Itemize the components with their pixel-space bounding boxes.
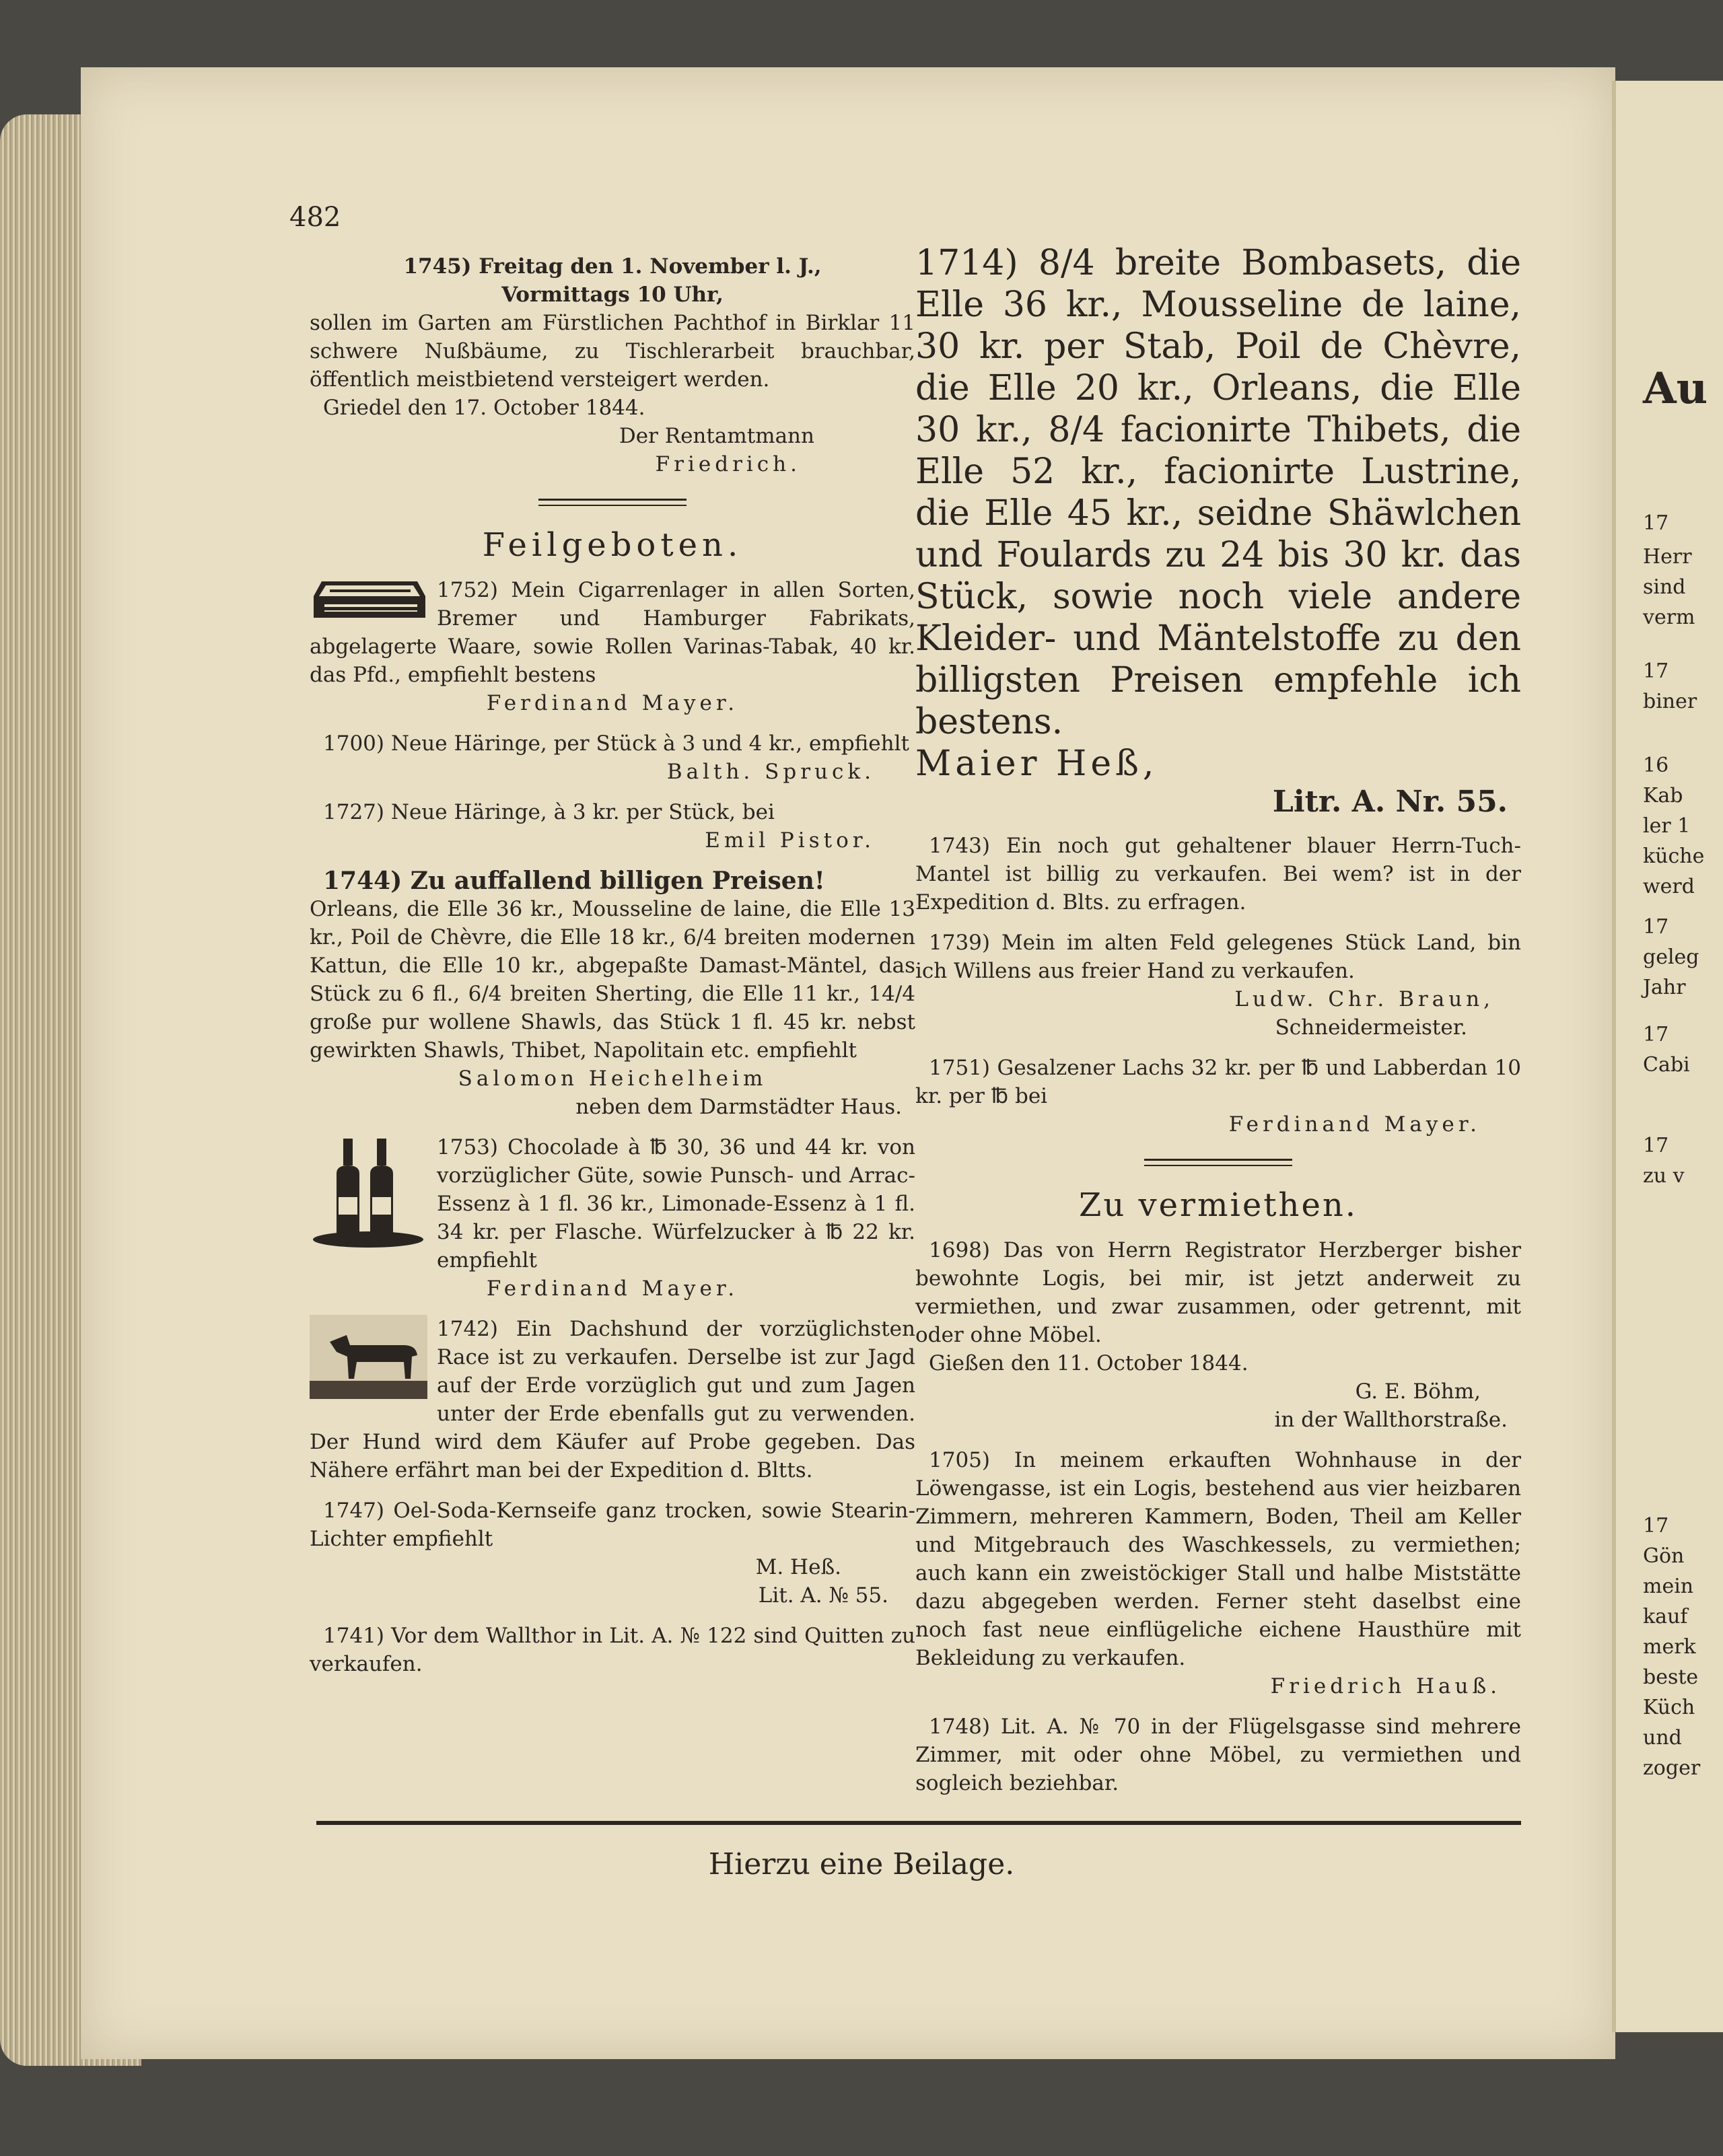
spacer xyxy=(915,1042,1521,1054)
next-page-text: Gön xyxy=(1643,1544,1685,1568)
next-page-text: werd xyxy=(1643,875,1695,898)
left-column xyxy=(310,252,915,1678)
spacer xyxy=(310,786,915,798)
next-page-text: ler 1 xyxy=(1643,814,1691,838)
next-page-heading: Au xyxy=(1643,363,1708,414)
ad-1727-sig: Emil Pistor. xyxy=(705,828,875,853)
spacer xyxy=(310,1484,915,1497)
next-page-text: und xyxy=(1643,1726,1682,1750)
next-page-text: zu v xyxy=(1643,1164,1685,1188)
ad-1753-text: 1753) Chocolade à ℔ 30, 36 und 44 kr. von vorzüglicher Güte, sowie Punsch- und Arrac-Essenz à 1 fl. 36 kr., Limonade-Essenz à 1 fl. 34 kr. per Flasche. Würfelzucker à ℔ 22 kr. empfiehlt xyxy=(437,1135,915,1272)
ad-1752-sig: Ferdinand Mayer. xyxy=(486,691,739,715)
next-page-text: merk xyxy=(1643,1635,1696,1659)
ad-1727-text: 1727) Neue Häringe, à 3 kr. per Stück, bei xyxy=(323,800,775,824)
ad-1698-sig2: in der Wallthorstraße. xyxy=(1274,1408,1508,1432)
ad-1745-date: Griedel den 17. October 1844. xyxy=(323,396,645,420)
next-page-text: Jahr xyxy=(1643,976,1686,999)
ad-1705-text: 1705) In meinem erkauften Wohnhause in der Löwengasse, ist ein Logis, bestehend aus vier heizbaren Zimmern, mehreren Kammern, Boden, Theil am Keller und Mitgebrauch des Waschkessels, zu vermiethen; auch kann ein zweistöckiger Stall und halbe Miststätte dazu abgegeben werden. Ferner steht daselbst eine noch fast neue einflügeliche eichene Hausthüre mit Bekleidung zu verkaufen. xyxy=(915,1448,1521,1670)
ad-1714-sig1: Maier Heß, xyxy=(915,744,1158,784)
cigar-box-icon xyxy=(310,576,427,624)
ad-1714-text: 1714) 8/4 breite Bombasets, die Elle 36 kr., Mousseline de laine, 30 kr. per Stab, Poil de Chèvre, die Elle 20 kr., Orleans, die Elle 30 kr., 8/4 facionirte Thibets, die Elle 52 kr., facionirte Lustrine, die Elle 45 kr., seidne Shäwlchen und Foulards zu 24 bis 30 kr. das Stück, sowie noch viele andere Kleider- und Mäntelstoffe zu den billigsten Preisen empfehle ich bestens. xyxy=(915,243,1521,742)
ad-1745 xyxy=(310,252,915,478)
ad-1698 xyxy=(915,1236,1521,1434)
next-page-text: beste xyxy=(1643,1665,1699,1689)
spacer xyxy=(310,1610,915,1622)
next-page-text: sind xyxy=(1643,575,1686,599)
heading-zu-vermiethen: Zu vermiethen. xyxy=(1078,1186,1358,1224)
spacer xyxy=(915,1700,1521,1713)
ad-1739 xyxy=(915,929,1521,1042)
ad-1748 xyxy=(915,1713,1521,1797)
spacer xyxy=(310,1303,915,1315)
right-column xyxy=(915,242,1521,1797)
next-page-text: 16 xyxy=(1643,754,1669,777)
section-divider xyxy=(538,499,687,506)
ad-1751-sig: Ferdinand Mayer. xyxy=(1228,1112,1481,1137)
next-page-text: Herr xyxy=(1643,545,1692,569)
spacer xyxy=(310,717,915,729)
next-page-text: 17 xyxy=(1643,1134,1669,1157)
ad-1714 xyxy=(915,242,1521,820)
next-page-text: 17 xyxy=(1643,659,1669,683)
ad-1744-text: Orleans, die Elle 36 kr., Mousseline de laine, die Elle 13 kr., Poil de Chèvre, die Elle 18 kr., 6/4 breiten modernen Kattun, die Elle 10 kr., abgepaßte Damast-Mäntel, das Stück zu 6 fl., 6/4 breiten Sherting, die Elle 11 kr., 14/4 große pur wollene Shawls, das Stück 1 fl. 45 kr. nebst gewirkten Shawls, Thibet, Napolitain etc. empfiehlt xyxy=(310,897,915,1063)
next-page-text: zoger xyxy=(1643,1756,1701,1780)
next-page-text: verm xyxy=(1643,606,1695,629)
ad-1739-sig2: Schneidermeister. xyxy=(1275,1015,1467,1040)
next-page-text: 17 xyxy=(1643,511,1669,535)
ad-1745-body: sollen im Garten am Fürstlichen Pachthof in Birklar 11 schwere Nußbäume, zu Tischlerarbeit brauchbar, öffentlich meistbietend versteigert werden. xyxy=(310,311,915,392)
ad-1747-text: 1747) Oel-Soda-Kernseife ganz trocken, sowie Stearin-Lichter empfiehlt xyxy=(310,1499,915,1551)
ad-1753-sig: Ferdinand Mayer. xyxy=(486,1277,739,1301)
next-page-text: kauf xyxy=(1643,1605,1688,1628)
ad-1698-sig1: G. E. Böhm, xyxy=(1355,1379,1481,1404)
ad-1745-sig1: Der Rentamtmann xyxy=(619,424,814,448)
spacer xyxy=(915,1434,1521,1446)
next-page-text: Kab xyxy=(1643,784,1683,807)
next-page-text: biner xyxy=(1643,690,1697,713)
ad-1745-line2: Vormittags 10 Uhr, xyxy=(501,283,724,307)
next-page-text: Cabi xyxy=(1643,1053,1690,1077)
section-divider xyxy=(1144,1159,1292,1166)
spacer xyxy=(310,855,915,867)
ad-1744 xyxy=(310,867,915,1121)
ad-1745-line1: 1745) Freitag den 1. November l. J., xyxy=(403,254,822,279)
ad-1753 xyxy=(310,1133,915,1303)
ad-1752 xyxy=(310,576,915,717)
ad-1741-text: 1741) Vor dem Wallthor in Lit. A. № 122 sind Quitten zu verkaufen. xyxy=(310,1624,915,1676)
ad-1747 xyxy=(310,1497,915,1610)
ad-1751 xyxy=(915,1054,1521,1139)
ad-1742 xyxy=(310,1315,915,1484)
ad-1748-text: 1748) Lit. A. № 70 in der Flügelsgasse sind mehrere Zimmer, mit oder ohne Möbel, zu vermiethen und sogleich beziehbar. xyxy=(915,1715,1521,1795)
next-page-text: geleg xyxy=(1643,945,1699,969)
ad-1700 xyxy=(310,729,915,786)
ad-1727 xyxy=(310,798,915,855)
next-page-text: mein xyxy=(1643,1575,1694,1598)
next-page-text: 17 xyxy=(1643,1514,1669,1538)
ad-1739-sig1: Ludw. Chr. Braun, xyxy=(1234,987,1494,1011)
next-page-text: 17 xyxy=(1643,915,1669,939)
adjacent-page-fragment xyxy=(1612,81,1723,2032)
ad-1743 xyxy=(915,832,1521,917)
bottles-icon xyxy=(310,1133,427,1251)
ad-1698-text: 1698) Das von Herrn Registrator Herzberger bisher bewohnte Logis, bei mir, ist jetzt anderweit zu vermiethen, und zwar zusammen, oder getrennt, mit oder ohne Möbel. xyxy=(915,1238,1521,1347)
ad-1745-sig2: Friedrich. xyxy=(655,452,801,476)
ad-1742-text: 1742) Ein Dachshund der vorzüglichsten Race ist zu verkaufen. Derselbe ist zur Jagd auf der Erde vorzüglich gut und zum Jagen unter der Erde ebenfalls gut zu verwenden. Der Hund wird dem Käufer auf Probe gegeben. Das Nähere erfährt man bei der Expedition d. Bltts. xyxy=(310,1317,915,1482)
ad-1700-sig: Balth. Spruck. xyxy=(666,760,875,784)
ad-1700-text: 1700) Neue Häringe, per Stück à 3 und 4 kr., empfiehlt xyxy=(323,731,909,756)
page-number: 482 xyxy=(289,202,341,233)
footer-supplement-note: Hierzu eine Beilage. xyxy=(708,1847,1015,1881)
heading-feilgeboten: Feilgeboten. xyxy=(482,526,743,564)
dachshund-icon xyxy=(310,1315,427,1399)
spacer xyxy=(310,1121,915,1133)
ad-1744-sig2: neben dem Darmstädter Haus. xyxy=(575,1095,902,1119)
next-page-text: küche xyxy=(1643,845,1705,868)
ad-1714-sig2: Litr. A. Nr. 55. xyxy=(1272,785,1508,819)
spacer xyxy=(915,820,1521,832)
ad-1747-sig2: Lit. A. № 55. xyxy=(758,1583,888,1608)
next-page-text: Küch xyxy=(1643,1696,1695,1719)
ad-1752-text: 1752) Mein Cigarrenlager in allen Sorten, Bremer und Hamburger Fabrikats, abgelagerte Waare, sowie Rollen Varinas-Tabak, 40 kr. das Pfd., empfiehlt bestens xyxy=(310,578,915,687)
ad-1698-date: Gießen den 11. October 1844. xyxy=(929,1351,1249,1375)
ad-1751-text: 1751) Gesalzener Lachs 32 kr. per ℔ und Labberdan 10 kr. per ℔ bei xyxy=(915,1056,1521,1108)
next-page-text: 17 xyxy=(1643,1023,1669,1046)
spacer xyxy=(915,917,1521,929)
ad-1739-text: 1739) Mein im alten Feld gelegenes Stück Land, bin ich Willens aus freier Hand zu verkaufen. xyxy=(915,931,1521,983)
ad-1747-sig1: M. Heß. xyxy=(755,1555,841,1579)
ad-1741 xyxy=(310,1622,915,1678)
ad-1744-title: 1744) Zu auffallend billigen Preisen! xyxy=(323,867,825,895)
footer-rule xyxy=(316,1821,1521,1825)
ad-1705 xyxy=(915,1446,1521,1700)
ad-1743-text: 1743) Ein noch gut gehaltener blauer Herrn-Tuch-Mantel ist billig zu verkaufen. Bei wem? ist in der Expedition d. Blts. zu erfragen. xyxy=(915,834,1521,914)
ad-1705-sig: Friedrich Hauß. xyxy=(1270,1674,1501,1698)
ad-1744-sig1: Salomon Heichelheim xyxy=(458,1067,767,1091)
